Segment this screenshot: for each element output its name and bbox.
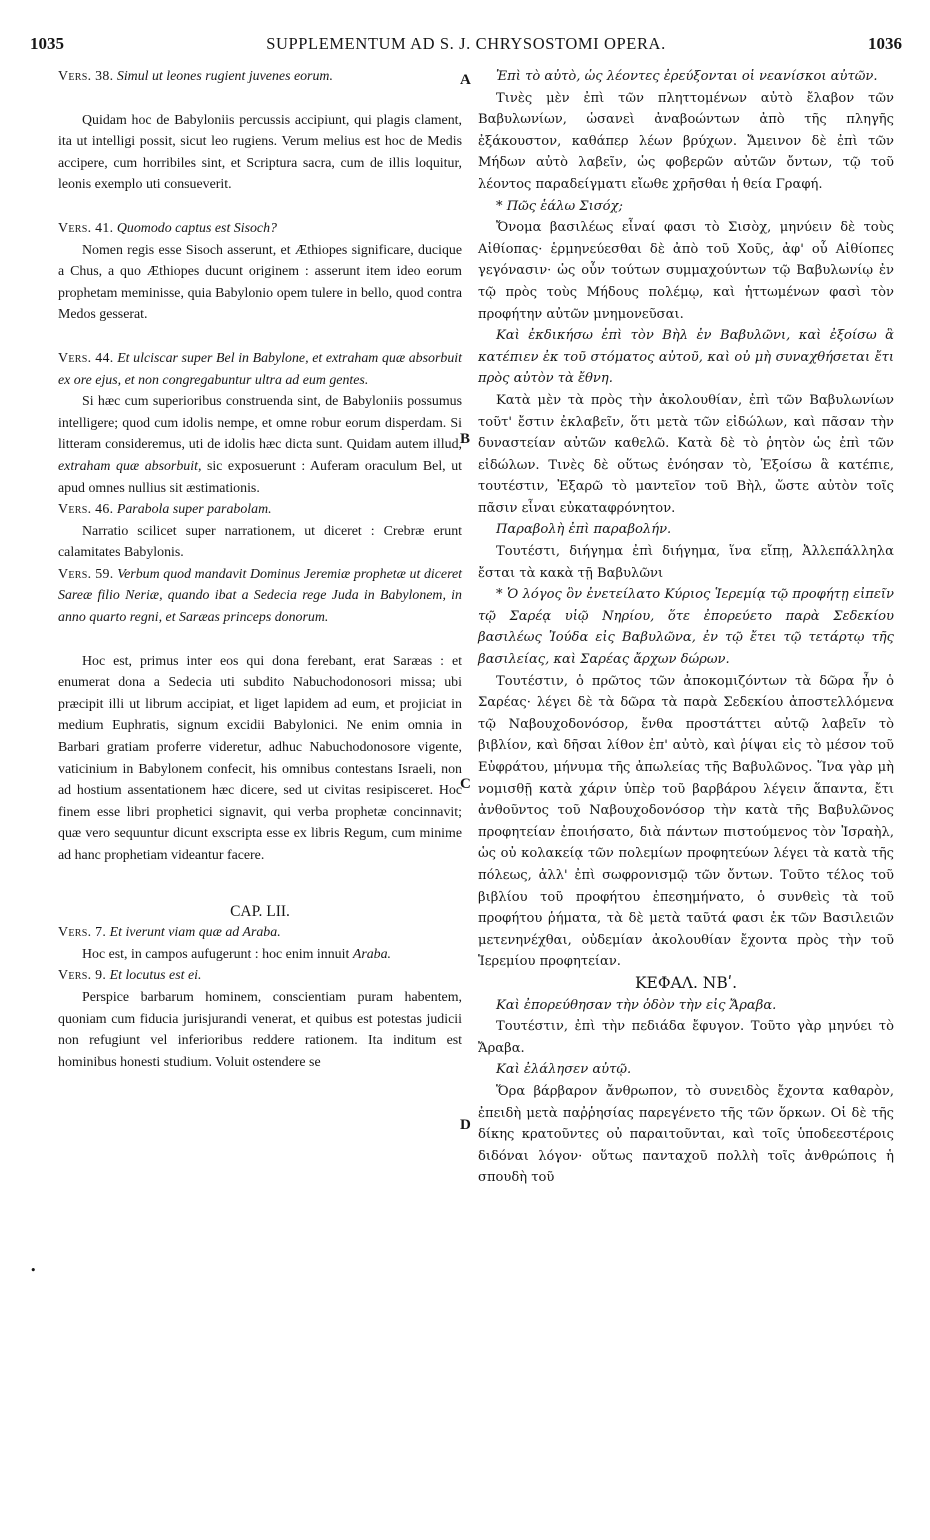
commentary-paragraph: Hoc est, primus inter eos qui dona ferebant, erat Saræas : et enumerat dona a Sedecia uti subdito Nabuchodonosori missa; ubi præcipit illi ut librum accipiat, et liget lapidem ad eum, et projiciat in medium Euphratis, signum excidii Babylonici. Ne enim omnia in Barbari gratiam proferre videretur, adhuc Nabuchodonosore vigente, vaticinium in Babylonem confecit, his omnibus contestans Israeli, non ad hostium assentationem hæc dicere, sed ut civitas resipisceret. Hoc finem esse libri prophetici signavit, qui verba prophetæ concinnavit; quæ vero sequuntur dicunt exscripta esse ex libris Regum, cum minime ad hanc prophetiam videantur facere. [58, 653, 462, 863]
verse-label: Vers. 41. [58, 220, 114, 236]
marker-c: C [460, 776, 471, 792]
verse-text: Quomodo captus est Sisoch? [116, 220, 277, 236]
page-number-left: 1035 [30, 34, 64, 53]
greek-paragraph: Τινὲς μὲν ἐπὶ τῶν πληττομένων αὐτὸ ἔλαβον τῶν Βαβυλωνίων, ὡσανεὶ ἀναβοώντων ἀπὸ τῆς πληγῆς ἐξάκουστον, καθάπερ λέων βρύχων. Ἄμεινον δὲ ἐπὶ τῶν Μήδων αὐτὸ λαβεῖν, ὡς φοβερῶν αὐτῶν ὄντων, τῷ τοῦ λέοντος παραδείγματι εἴωθε χρῆσθαι ἡ θεία Γραφή. [478, 90, 894, 192]
greek-paragraph: Τουτέστιν, ὁ πρῶτος τῶν ἀποκομιζόντων τὰ δῶρα ἦν ὁ Σαρέας· λέγει δὲ τὰ δῶρα τὰ παρὰ Σεδεκίου ἀποστελλόμενα τῷ Ναβουχοδονόσορ, ἔνθα προστάττει αὐτῷ λαβεῖν τὸ βιβλίον, καὶ δῆσαι λίθον ἐπ' αὐτὸ, καὶ ῥίψαι εἰς τὸ μέσον τοῦ Εὐφράτου, μήνυμα τῆς ἀπωλείας τῆς Βαβυλῶνος. Ἵνα γὰρ μὴ νομισθῇ κατὰ χάριν ὑπὲρ τοῦ βαρβάρου λέγειν ἅπαντα, ἔτι ἀνθοῦντος τοῦ Ναβουχοδονόσορ τὴν κατὰ τῆς Βαβυλῶνος προφητείαν ἐποιήσατο, διὰ πάντων πιστούμενος τὸν Ἰσραὴλ, ὡς οὐ κολακείᾳ τῶν πολεμίων προφητεύων λέγει τὰ κατὰ τῆς πόλεως, ἀλλ' ἐπὶ σωφρονισμῷ τῶν ὄντων. Τοῦτο τέλος τοῦ βιβλίου τοῦ προφήτου ἐπεσημήνατο, ὁ συνθεὶς τὰ τοῦ προφήτου ῥήματα, τὰ δὲ μετὰ ταῦτά φασι ἐκ τῶν Βασιλειῶν μετενηνέχθαι, οὐδεμίαν ἀκολουθίαν ἔχοντα πρὸς τὴν τοῦ Ἱερεμίου προφητείαν. [478, 673, 894, 970]
verse-text: Et ulciscar super Bel in Babylone, et extraham quæ absorbuit ex ore ejus, et non congregabuntur ultra ad eum gentes. [58, 350, 462, 388]
marker-a: A [460, 72, 471, 88]
verse-label: Vers. 46. [58, 502, 114, 518]
commentary-paragraph: Quidam hoc de Babyloniis percussis accipiunt, qui plagis clament, ita ut intelligi possit, sicut leo rugiens. Verum melius est hoc de Medis accipere, cum horribiles sint, et Scriptura sacra, cum de illis loquitur, leonis exemplo uti consueverit. [58, 112, 462, 193]
verse-44 [58, 348, 462, 391]
greek-verse: Παραβολὴ ἐπὶ παραβολήν. [496, 522, 672, 538]
greek-verse: * Ὁ λόγος ὃν ἐνετείλατο Κύριος Ἱερεμίᾳ τῷ προφήτῃ εἰπεῖν τῷ Σαρέᾳ υἱῷ Νηρίου, ὅτε ἐπορεύετο παρὰ Σεδεκίου βασιλέως Ἰούδα εἰς Βαβυλῶνα, ἐν τῷ ἔτει τῷ τετάρτῳ τῆς βασιλείας, καὶ Σαρέας ἄρχων δώρων. [478, 587, 894, 668]
greek-verse: Καὶ ἐπορεύθησαν τὴν ὁδὸν τὴν εἰς Ἄραβα. [496, 997, 777, 1013]
greek-verse: Καὶ ἐκδικήσω ἐπὶ τὸν Βὴλ ἐν Βαβυλῶνι, καὶ ἐξοίσω ἃ κατέπιεν ἐκ τοῦ στόματος αὐτοῦ, καὶ οὐ μὴ συναχθήσεται ἔτι πρὸς αὐτὸν τὰ ἔθνη. [478, 328, 894, 387]
verse-label: Vers. 7. [58, 925, 107, 941]
greek-paragraph: Τουτέστιν, ἐπὶ τὴν πεδιάδα ἔφυγον. Τοῦτο γὰρ μηνύει τὸ Ἄραβα. [478, 1019, 894, 1056]
verse-label: Vers. 9. [58, 968, 107, 984]
verse-41 [58, 218, 462, 240]
margin-bullet: • [30, 1264, 37, 1277]
running-header [30, 30, 902, 60]
verse-text: Parabola super parabolam. [116, 502, 272, 518]
page-number-right: 1036 [868, 34, 902, 53]
commentary-paragraph: Narratio scilicet super narrationem, ut diceret : Crebræ erunt calamitates Babylonis. [58, 523, 462, 561]
commentary-paragraph: Perspice barbarum hominem, conscientiam puram habentem, quoniam cum fiducia jurisjurandi venerat, et quibus est potestas judicii non refugiunt vel inferioribus reddere rationem. Ita inditum est hominibus honesti studium. Voluit ostendere se [58, 989, 462, 1070]
commentary-paragraph: Si hæc cum superioribus construenda sint, de Babyloniis possumus intelligere; quod cum idolis nempe, et omne robur eorum disperdam. Si litteram consideremus, uti de idolis hæc dicta sunt. Quidam autem illud, extraham quæ absorbuit, sic exposuerunt : Auferam oraculum Bel, ut apud omnes nullius sit æstimationis. [58, 394, 462, 496]
commentary-paragraph: Hoc est, in campos aufugerunt : hoc enim innuit Araba. [82, 946, 392, 962]
verse-59 [58, 564, 462, 629]
verse-text: Et iverunt viam quæ ad Araba. [109, 925, 281, 941]
greek-paragraph: Κατὰ μὲν τὰ πρὸς τὴν ἀκολουθίαν, ἐπὶ τῶν Βαβυλωνίων τοῦτ' ἔστιν ἐκλαβεῖν, ὅτι μετὰ τῶν εἰδώλων, καὶ πᾶσαν τὴν δυναστείαν αὐτῶν καθελῶ. Κατὰ δὲ τὸ ῥητὸν ὡς ἐπὶ τῶν εἰδώλων. Τινὲς δὲ οὕτως ἐνόησαν τὸ, Ἐξοίσω ἃ κατέπιε, τουτέστιν, Ἐξαρῶ τὸ μαντεῖον τοῦ Βὴλ, ὥστε αὐτὸν τοῖς πᾶσιν εἶναι εὐκαταφρόνητον. [478, 392, 894, 516]
greek-verse: Καὶ ἐλάλησεν αὐτῷ. [496, 1062, 632, 1078]
greek-verse: Ἐπὶ τὸ αὐτὸ, ὡς λέοντες ἐρεύξονται οἱ νεανίσκοι αὐτῶν. [496, 69, 878, 84]
running-title: SUPPLEMENTUM AD S. J. CHRYSOSTOMI OPERA. [266, 34, 666, 53]
greek-paragraph: Ὄνομα βασιλέως εἶναί φασι τὸ Σισὸχ, μηνύειν δὲ τοὺς Αἰθίοπας· ἑρμηνεύεσθαι δὲ ἀπὸ τοῦ Χοῦς, ἀφ' οὗ Αἰθίοπες γεγόνασιν· ὡς οὖν τούτων συμμαχούντων τῷ Βαβυλωνίῳ ἐν τῷ πρὸς τοὺς Μήδους πολέμῳ, καὶ ἡττωμένων φασὶ τὸν προφήτην αὐτῶν μνημονεῦσαι. [478, 220, 894, 322]
greek-chapter-heading: ΚΕΦΑΛ. ΝΒʹ. [634, 973, 738, 992]
marker-d: D [460, 1117, 471, 1133]
greek-column [478, 66, 894, 1189]
verse-38 [58, 66, 462, 88]
verse-9 [58, 965, 462, 987]
verse-text: Verbum quod mandavit Dominus Jeremiæ prophetæ ut diceret Sareæ filio Neriæ, quando ibat a Sedecia rege Juda in Babylonem, in anno quarto regni, et Saræas princeps donorum. [58, 566, 463, 626]
latin-column [58, 66, 462, 1073]
marker-b: B [460, 431, 471, 447]
verse-7 [58, 922, 462, 944]
verse-label: Vers. 59. [58, 566, 114, 582]
verse-text: Et locutus est ei. [109, 968, 202, 984]
greek-paragraph: Τουτέστι, διήγημα ἐπὶ διήγημα, ἵνα εἴπῃ, Ἀλλεπάλληλα ἔσται τὰ κακὰ τῇ Βαβυλῶνι [478, 544, 894, 581]
greek-paragraph: Ὅρα βάρβαρον ἄνθρωπον, τὸ συνειδὸς ἔχοντα καθαρὸν, ἐπειδὴ μετὰ παῤῥησίας παρεγένετο τῆς τῶν ὅρκων. Οἱ δὲ τῆς δίκης κρατοῦντες οὐ παραιτοῦνται, καὶ τοῖς ὑποδεεστέροις διδόναι λόγον· οὕτως πανταχοῦ πολλὴ τοῖς ἀνθρώποις ἡ σπουδὴ τοῦ [478, 1083, 894, 1186]
verse-46 [58, 499, 462, 521]
verse-label: Vers. 38. [58, 69, 114, 84]
greek-verse: * Πῶς ἑάλω Σισόχ; [496, 198, 623, 214]
verse-text: Simul ut leones rugient juvenes eorum. [116, 69, 333, 84]
chapter-heading: CAP. LII. [230, 902, 290, 920]
verse-label: Vers. 44. [58, 350, 114, 366]
commentary-paragraph: Nomen regis esse Sisoch asserunt, et Æthiopes significare, ducique a Chus, a quo Æthiopes ducunt originem : asserunt item ideo eorum prophetam meminisse, quia Babylonio opem tulere in bello, quod contra Medos gesserat. [58, 242, 462, 323]
